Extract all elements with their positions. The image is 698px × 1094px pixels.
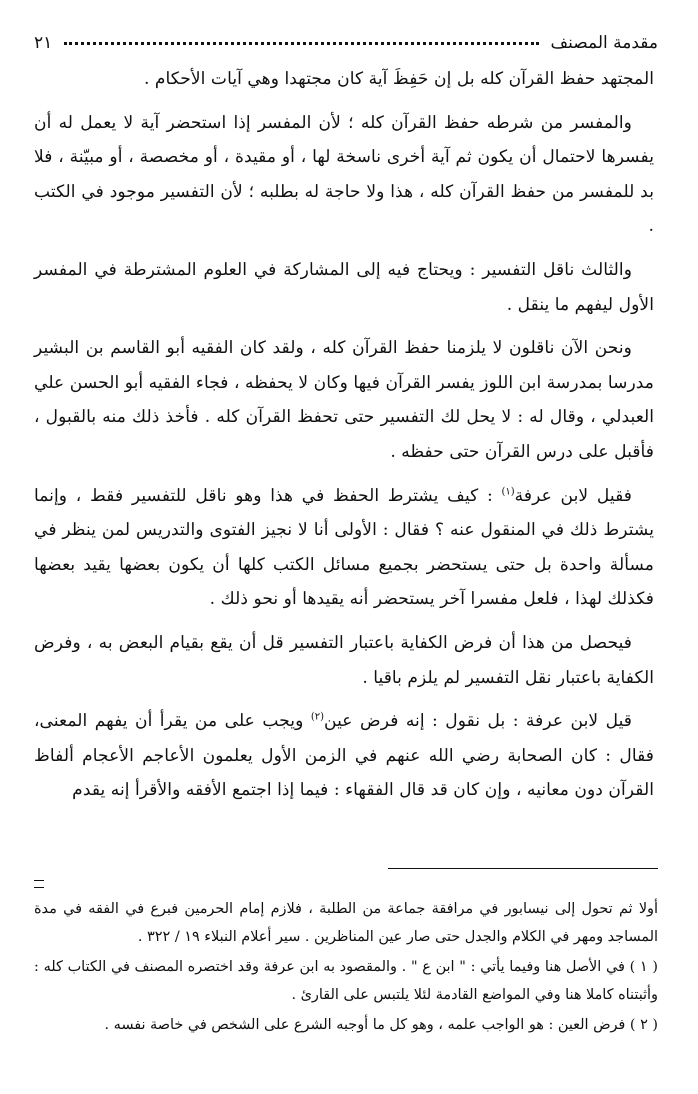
paragraph: والثالث ناقل التفسير : ويحتاج فيه إلى المشاركة في العلوم المشترطة في المفسر الأول ليفهم ما ينقل . — [34, 259, 654, 315]
chapter-title: مقدمة المصنف — [550, 33, 658, 53]
paragraph: المجتهد حفظ القرآن كله بل إن حَفِظَ آية كان مجتهدا وهي آيات الأحكام . — [143, 69, 654, 89]
continuation-mark — [34, 880, 44, 888]
paragraph-text: ويجب على من يقرأ أن يفهم المعنى، فقال : كان الصحابة رضي الله عنهم في الزمن الأول يعلمون الأعاجم الأعجام ألفاظ القرآن دون معانيه ، وإن كان قد قال الفقهاء : فيما إذا اجتمع الأفقه والأقرأ إنه يقدم — [34, 711, 654, 801]
footnote-ref-1: (١) — [501, 485, 515, 497]
running-header — [34, 30, 658, 56]
footnotes — [34, 896, 658, 1043]
page-number: ٢١ — [34, 33, 53, 53]
paragraph-text: : كيف يشترط الحفظ في هذا وهو ناقل للتفسير فقط ، وإنما يشترط ذلك في المنقول عنه ؟ فقال : الأولى أنا لا نجيز الفتوى والتدريس لمن ينظر في مسألة واحدة بل حتى يستحضر بجميع مسائل الكتب كلها أن يكون بعضها يقيد بعضها فكذلك لهذا ، فلعل مفسرا آخر يستحضر أنه يقيدها أو نحو ذلك . — [34, 485, 654, 610]
paragraph-text: قيل لابن عرفة : بل نقول : إنه فرض عين — [324, 711, 633, 732]
footnote-2: ( ٢ ) فرض العين : هو الواجب علمه ، وهو كل ما أوجبه الشرع على الشخص في خاصة نفسه . — [104, 1017, 658, 1033]
paragraph: فيحصل من هذا أن فرض الكفاية باعتبار التفسير قل أن يقع بقيام البعض به ، وفرض الكفاية باعتبار نقل التفسير لم يلزم باقيا . — [34, 632, 654, 688]
main-text — [34, 62, 654, 817]
footnote-continued: أولا ثم تحول إلى نيسابور في مرافقة جماعة من الطلبة ، فلازم إمام الحرمين فبرع في الفقه في مدة المساجد ومهر في الكلام والجدل حتى صار عين المناظرين . سير أعلام النبلاء ١٩ / ٣٢٢ . — [34, 901, 658, 945]
footnote-separator — [388, 868, 658, 869]
footnote-1: ( ١ ) في الأصل هنا وفيما يأتي : " ابن ع " . والمقصود به ابن عرفة وقد اختصره المصنف في الكتاب كله : وأثبتناه كاملا هنا وفي المواضع القادمة لئلا يلتبس على القارئ . — [34, 959, 658, 1003]
paragraph-text: فقيل لابن عرفة — [514, 485, 632, 506]
leader-dots — [64, 42, 538, 48]
paragraph — [34, 479, 654, 617]
footnote-ref-2: (٢) — [310, 711, 324, 723]
paragraph: ونحن الآن ناقلون لا يلزمنا حفظ القرآن كله ، ولقد كان الفقيه أبو القاسم بن البشير مدرسا بمدرسة ابن اللوز يفسر القرآن فيها وكان لا يحفظه ، فجاء الفقيه أبو الحسن علي العبدلي ، وقال له : لا يحل لك التفسير حتى تحفظ القرآن كله . فأخذ ذلك منه بالقبول ، فأقبل على درس القرآن حتى حفظه . — [34, 338, 654, 462]
paragraph — [34, 704, 654, 808]
paragraph: والمفسر من شرطه حفظ القرآن كله ؛ لأن المفسر إذا استحضر آية لا يعمل له أن يفسرها لاحتمال أن يكون ثم آية أخرى ناسخة لها ، أو مقيدة ، أو مخصصة ، أو مبيّنة ، فلا بد للمفسر من حفظ القرآن كله ، هذا ولا حاجة له بطلبه ؛ لأن التفسير موجود في الكتب . — [34, 112, 654, 237]
